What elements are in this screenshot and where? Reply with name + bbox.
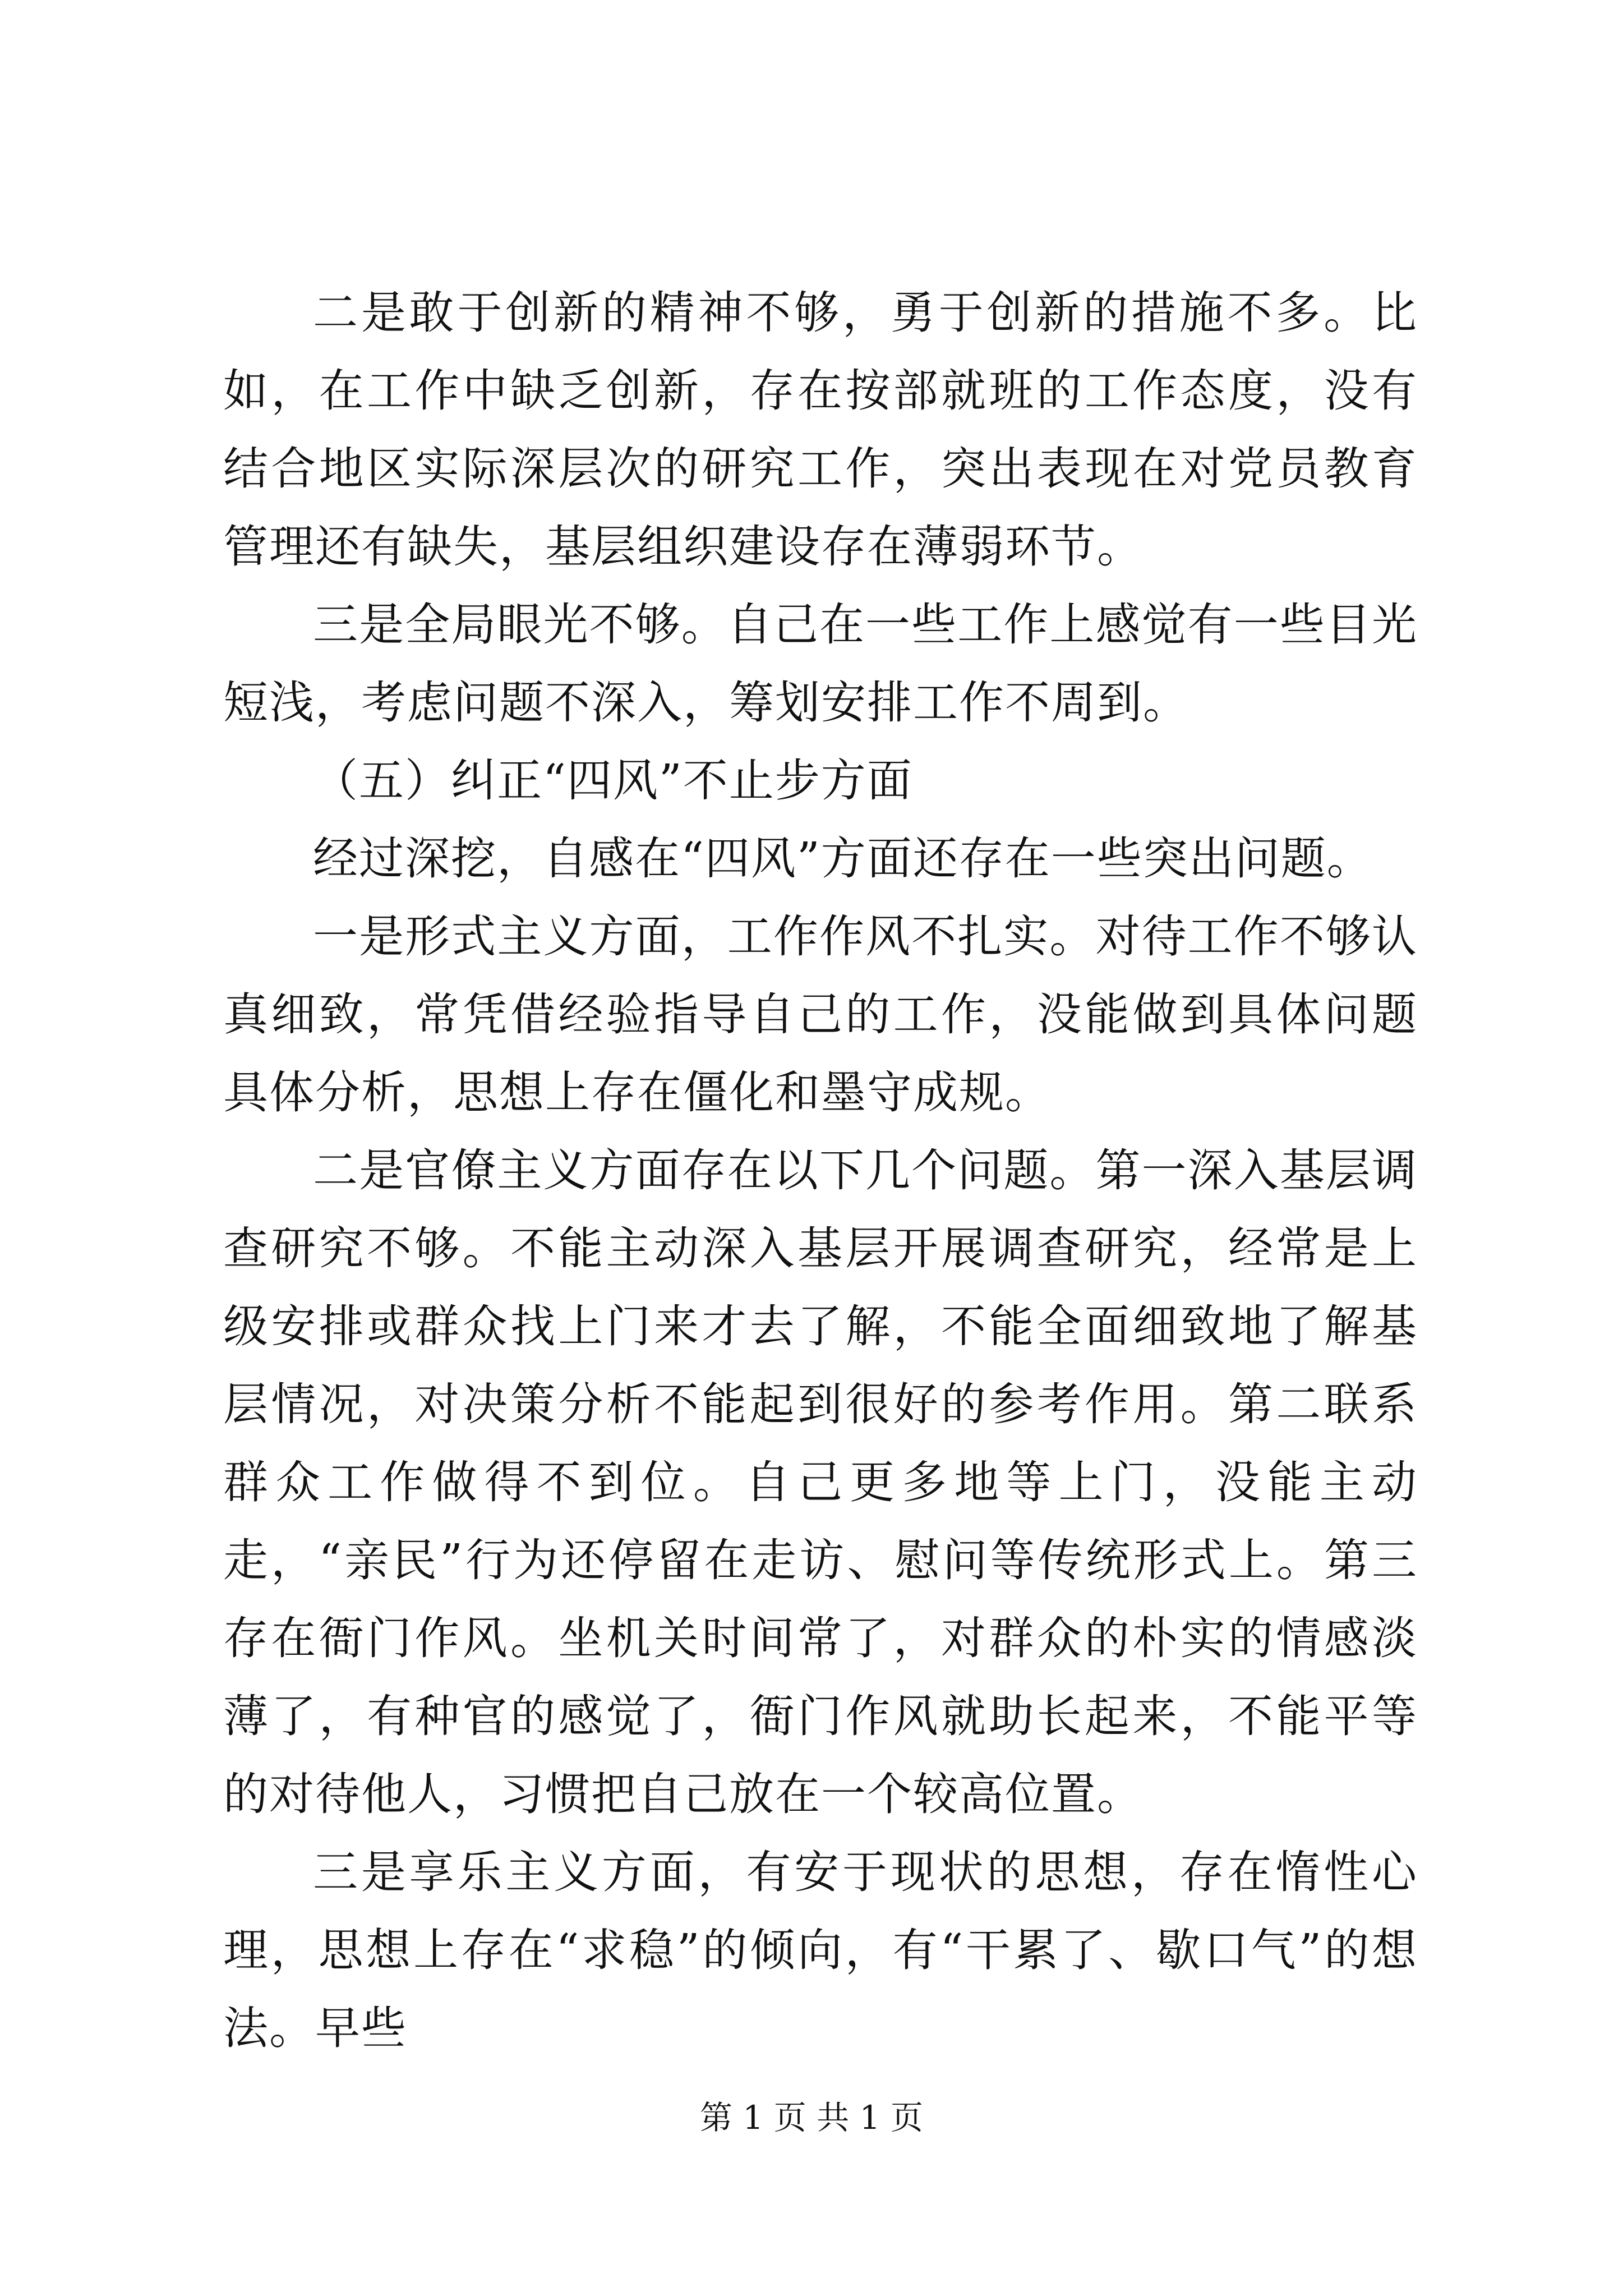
paragraph-hedonism: 三是享乐主义方面，有安于现状的思想，存在惰性心理，思想上存在“求稳”的倾向，有“干累了、歇口气”的想法。早些 [223,1846,1418,2054]
paragraph-formalism: 一是形式主义方面，工作作风不扎实。对待工作不够认真细致，常凭借经验指导自己的工作，没能做到具体问题具体分析，思想上存在僵化和墨守成规。 [223,910,1418,1119]
paragraph-four-winds-intro: 经过深挖，自感在“四风”方面还存在一些突出问题。 [313,832,1373,885]
page-footer: 第 1 页 共 1 页 [700,2099,923,2137]
paragraph-global-vision: 三是全局眼光不够。自己在一些工作上感觉有一些目光短浅，考虑问题不深入，筹划安排工作不周到。 [223,599,1418,729]
paragraph-bureaucratism: 二是官僚主义方面存在以下几个问题。第一深入基层调查研究不够。不能主动深入基层开展调查研究，经常是上级安排或群众找上门来才去了解，不能全面细致地了解基层情况，对决策分析不能起到很好的参考作用。第二联系群众工作做得不到位。自己更多地等上门，没能主动走，“亲民”行为还停留在走访、慰问等传统形式上。第三存在衙门作风。坐机关时间常了，对群众的朴实的情感淡薄了，有种官的感觉了，衙门作风就助长起来，不能平等的对待他人，习惯把自己放在一个较高位置。 [223,1144,1418,1820]
paragraph-innovation: 二是敢于创新的精神不够，勇于创新的措施不多。比如，在工作中缺乏创新，存在按部就班的工作态度，没有结合地区实际深层次的研究工作，突出表现在对党员教育管理还有缺失，基层组织建设存在薄弱环节。 [223,287,1418,573]
section-heading-four-winds: （五）纠正“四风”不止步方面 [313,754,913,807]
document-body [223,274,1418,2067]
